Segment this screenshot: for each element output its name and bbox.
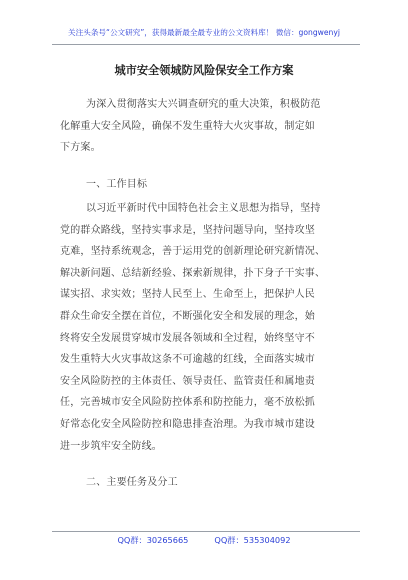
- footer-qq-group-2: QQ群：535304092: [214, 535, 291, 545]
- section-heading-goals: [60, 174, 350, 196]
- section-heading-tasks: [60, 472, 350, 494]
- section-heading-text: 一、工作目标: [86, 179, 148, 190]
- header-banner: 关注头条号“公文研究”，获得最新最全最专业的公文资料库！ 微信：gongwenyj: [68, 28, 340, 37]
- footer-qq-group-1: QQ群：30265665: [117, 535, 189, 545]
- intro-line: 化解重大安全风险，确保不发生重特大火灾事故，制定如: [60, 120, 315, 132]
- document-title: 城市安全领城防风险保安全工作方案: [114, 64, 294, 77]
- paragraph-line: 安全风险防控的主体责任、领导责任、监管责任和属地责: [60, 375, 315, 387]
- paragraph-line: 终将安全发展贯穿城市发展各领域和全过程，始终坚守不: [60, 332, 315, 344]
- paragraph-line: 群众生命安全摆在首位，不断强化安全和发展的理念，始: [60, 310, 315, 322]
- intro-line: 下方案。: [60, 142, 101, 154]
- intro-line: 为深入贯彻落实大兴调查研究的重大决策，积极防范: [86, 99, 321, 110]
- section-heading-text: 二、主要任务及分工: [86, 477, 178, 488]
- paragraph-line: 任，完善城市安全风险防控体系和防控能力，毫不放松抓: [60, 397, 315, 409]
- paragraph-line: 以习近平新时代中国特色社会主义思想为指导，坚持: [86, 203, 321, 214]
- header-divider: [52, 44, 360, 45]
- footer-divider: [52, 531, 360, 532]
- intro-paragraph: [60, 94, 350, 159]
- footer: [0, 535, 408, 546]
- paragraph-line: 谋实招、求实效；坚持人民至上、生命至上，把保护人民: [60, 289, 315, 301]
- paragraph-line: 克难，坚持系统观念，善于运用党的创新理论研究新情况、: [60, 246, 326, 258]
- paragraph-line: 发生重特大火灾事故这条不可逾越的红线，全面落实城市: [60, 354, 315, 366]
- goals-paragraph: [60, 198, 350, 457]
- paragraph-line: 好常态化安全风险防控和隐患排查治理。为我市城市建设: [60, 418, 315, 430]
- paragraph-line: 进一步筑牢安全防线。: [60, 440, 162, 452]
- paragraph-line: 党的群众路线，坚持实事求是，坚持问题导向，坚持攻坚: [60, 224, 315, 236]
- paragraph-line: 解决新问题、总结新经验、探索新规律，扑下身子干实事、: [60, 267, 326, 279]
